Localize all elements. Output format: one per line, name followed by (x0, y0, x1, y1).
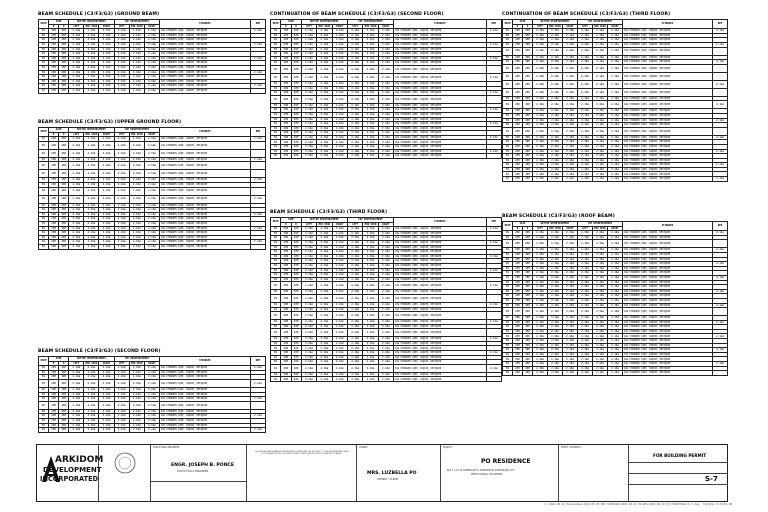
table-row: B1 200 400 2-16ø 2-16ø 2-16ø 2-16ø 2-16ø 2-16ø 10ø STIRRUPS 1@50, 10@100, REST@200 (271, 259, 502, 264)
table-row: B1 200 400 2-16ø 2-16ø 2-16ø 2-16ø 2-16ø 2-16ø 10ø STIRRUPS 1@50, 10@100, REST@200 (271, 61, 502, 66)
table-row: B1 200 400 2-16ø 2-16ø 2-16ø 2-16ø 2-16ø 2-16ø 10ø STIRRUPS 1@50, 10@100, REST@200 (39, 88, 266, 93)
table-row: B1 200 400 2-16ø 2-16ø 2-16ø 2-16ø 2-16ø 2-16ø 10ø STIRRUPS 1@50, 10@100, REST@200 (271, 145, 502, 150)
table-row: B1 200 400 2-16ø 2-16ø 2-16ø 2-16ø 2-16ø 2-16ø 10ø STIRRUPS 1@50, 10@100, REST@200 2-12ø (39, 56, 266, 61)
table-row: B1 200 400 2-16ø 2-16ø 2-16ø 2-16ø 2-16ø 2-16ø 10ø STIRRUPS 1@50, 10@100, REST@200 (503, 55, 728, 60)
table-row: B1 200 400 2-16ø 2-16ø 2-16ø 2-16ø 2-16ø 2-16ø 10ø STIRRUPS 1@50, 10@100, REST@200 2-12ø (39, 414, 266, 419)
engineer-name: ENGR. JOSEPH B. PONCE (171, 463, 235, 468)
table-row: B1 200 400 2-16ø 2-16ø 2-16ø 2-16ø 2-16ø 2-16ø 10ø STIRRUPS 1@50, 10@100, REST@200 (271, 52, 502, 57)
table-row: B1 200 400 2-16ø 2-16ø 2-16ø 2-16ø 2-16ø 2-16ø 10ø STIRRUPS 1@50, 10@100, REST@200 2-12ø (271, 73, 502, 81)
table-row: B1 200 400 2-16ø 2-16ø 2-16ø 2-16ø 2-16ø 2-16ø 10ø STIRRUPS 1@50, 10@100, REST@200 (271, 312, 502, 320)
table-row: B1 200 400 2-16ø 2-16ø 2-16ø 2-16ø 2-16ø 2-16ø 10ø STIRRUPS 1@50, 10@100, REST@200 (503, 240, 728, 248)
table-header-row: B D LEFT MID SPAN RIGHT LEFT MID SPAN RIGHT (271, 24, 502, 29)
section-title: BEAM SCHEDULE (C3/F3/G3) (UPPER GROUND FLOOR) (38, 120, 182, 125)
table-row: B1 200 400 2-16ø 2-16ø 2-16ø 2-16ø 2-16ø 2-16ø 10ø STIRRUPS 1@50, 10@100, REST@200 2-12ø (271, 42, 502, 47)
table-row: B1 200 400 2-16ø 2-16ø 2-16ø 2-16ø 2-16ø 2-16ø 10ø STIRRUPS 1@50, 10@100, REST@200 (271, 324, 502, 329)
table-row: B1 200 400 2-16ø 2-16ø 2-16ø 2-16ø 2-16ø 2-16ø 10ø STIRRUPS 1@50, 10@100, REST@200 (271, 236, 502, 241)
table-row: B1 200 400 2-16ø 2-16ø 2-16ø 2-16ø 2-16ø 2-16ø 10ø STIRRUPS 1@50, 10@100, REST@200 (271, 263, 502, 268)
table-row: B1 200 400 2-16ø 2-16ø 2-16ø 2-16ø 2-16ø 2-16ø 10ø STIRRUPS 1@50, 10@100, REST@200 (503, 316, 728, 321)
table-row: B1 200 400 2-16ø 2-16ø 2-16ø 2-16ø 2-16ø 2-16ø 10ø STIRRUPS 1@50, 10@100, REST@200 (271, 65, 502, 73)
table-row: B1 200 400 2-16ø 2-16ø 2-16ø 2-16ø 2-16ø 2-16ø 10ø STIRRUPS 1@50, 10@100, REST@200 (503, 357, 728, 362)
table-row: B1 200 400 2-16ø 2-16ø 2-16ø 2-16ø 2-16ø 2-16ø 10ø STIRRUPS 1@50, 10@100, REST@200 (271, 231, 502, 236)
table-row: B1 200 400 2-16ø 2-16ø 2-16ø 2-16ø 2-16ø 2-16ø 10ø STIRRUPS 1@50, 10@100, REST@200 (39, 375, 266, 380)
table-row: B1 200 400 2-16ø 2-16ø 2-16ø 2-16ø 2-16ø 2-16ø 10ø STIRRUPS 1@50, 10@100, REST@200 (39, 423, 266, 428)
table-row: B1 200 400 2-16ø 2-16ø 2-16ø 2-16ø 2-16ø 2-16ø 10ø STIRRUPS 1@50, 10@100, REST@200 2-12ø (271, 135, 502, 140)
table-row: B1 200 400 2-16ø 2-16ø 2-16ø 2-16ø 2-16ø 2-16ø 10ø STIRRUPS 1@50, 10@100, REST@200 (271, 346, 502, 351)
table-row: B1 200 400 2-16ø 2-16ø 2-16ø 2-16ø 2-16ø 2-16ø 10ø STIRRUPS 1@50, 10@100, REST@200 (503, 113, 728, 118)
section-title: CONTINUATION OF BEAM SCHEDULE (C3/F3/G3) (SECOND FLOOR) (270, 12, 444, 17)
table-header-row: B D LEFT MID SPAN RIGHT LEFT MID SPAN RIGHT (503, 24, 728, 29)
table-row: B1 200 400 2-16ø 2-16ø 2-16ø 2-16ø 2-16ø 2-16ø 10ø STIRRUPS 1@50, 10@100, REST@200 (503, 280, 728, 285)
file-path-footer: C:\2021\06_16_PoxeDevRes\2021\06-09_RES_STRPLANS\2021-06-16_PO-RES\2021-06-16_PO_STRUCTURAL\S-7.dwg, 7/4/2021 9:04:51 AM (544, 503, 732, 506)
project-label: PROJECT (443, 446, 453, 449)
table-row: B1 200 400 2-16ø 2-16ø 2-16ø 2-16ø 2-16ø 2-16ø 10ø STIRRUPS 1@50, 10@100, REST@200 (271, 245, 502, 250)
general-notes: THE DESIGNS AND DRAWINGS REPRESENTED HEREIN ARE THE PROPERTY OF THE ENGINEER AND SHALL NOT BE REPRODUCED OR USED FOR ANY OTHER PURPOSE WITHOUT WRITTEN CONSENT. (254, 451, 350, 456)
table-header-row: BEAM SIZE BOTTOM REINFORCEMENT TOP REINFORCEMENT STIRRUPS REM (39, 357, 266, 362)
table-header-row: B D LEFT MID SPAN RIGHT LEFT MID SPAN RIGHT (271, 222, 502, 227)
table-row: B1 200 400 2-16ø 2-16ø 2-16ø 2-16ø 2-16ø 2-16ø 10ø STIRRUPS 1@50, 10@100, REST@200 2-12ø (503, 118, 728, 123)
table-row: B1 200 400 2-16ø 2-16ø 2-16ø 2-16ø 2-16ø 2-16ø 10ø STIRRUPS 1@50, 10@100, REST@200 2-12ø (271, 364, 502, 372)
table-row: B1 200 400 2-16ø 2-16ø 2-16ø 2-16ø 2-16ø 2-16ø 10ø STIRRUPS 1@50, 10@100, REST@200 (39, 33, 266, 38)
table-row: B1 200 400 2-16ø 2-16ø 2-16ø 2-16ø 2-16ø 2-16ø 10ø STIRRUPS 1@50, 10@100, REST@200 2-12ø (503, 248, 728, 253)
table-row: B1 200 400 2-16ø 2-16ø 2-16ø 2-16ø 2-16ø 2-16ø 10ø STIRRUPS 1@50, 10@100, REST@200 (503, 64, 728, 72)
table-row: B1 200 400 2-16ø 2-16ø 2-16ø 2-16ø 2-16ø 2-16ø 10ø STIRRUPS 1@50, 10@100, REST@200 2-12ø (271, 268, 502, 273)
table-row: B1 200 400 2-16ø 2-16ø 2-16ø 2-16ø 2-16ø 2-16ø 10ø STIRRUPS 1@50, 10@100, REST@200 (503, 38, 728, 43)
table-row: B1 200 400 2-16ø 2-16ø 2-16ø 2-16ø 2-16ø 2-16ø 10ø STIRRUPS 1@50, 10@100, REST@200 2-12ø (271, 240, 502, 245)
project-address-1: BLK 7, LOT 16 AMBERGATE 4, PERMISSION, MUNTINLUPA CITY (447, 469, 515, 472)
table-header-row: BEAM SIZE BOTTOM REINFORCEMENT TOP REINFORCEMENT STIRRUPS REM (503, 222, 728, 227)
company-logo-cell (37, 445, 104, 501)
table-row: B1 200 400 2-16ø 2-16ø 2-16ø 2-16ø 2-16ø 2-16ø 10ø STIRRUPS 1@50, 10@100, REST@200 (271, 277, 502, 282)
table-row: B1 200 400 2-16ø 2-16ø 2-16ø 2-16ø 2-16ø 2-16ø 10ø STIRRUPS 1@50, 10@100, REST@200 2-12ø (271, 302, 502, 307)
table-row: B1 200 400 2-16ø 2-16ø 2-16ø 2-16ø 2-16ø 2-16ø 10ø STIRRUPS 1@50, 10@100, REST@200 (503, 285, 728, 290)
table-row: B1 200 400 2-16ø 2-16ø 2-16ø 2-16ø 2-16ø 2-16ø 10ø STIRRUPS 1@50, 10@100, REST@200 2-12ø (39, 137, 266, 142)
table-row: B1 200 400 2-16ø 2-16ø 2-16ø 2-16ø 2-16ø 2-16ø 10ø STIRRUPS 1@50, 10@100, REST@200 (271, 360, 502, 365)
table-row: B1 200 400 2-16ø 2-16ø 2-16ø 2-16ø 2-16ø 2-16ø 10ø STIRRUPS 1@50, 10@100, REST@200 (39, 221, 266, 226)
table-row: B1 200 400 2-16ø 2-16ø 2-16ø 2-16ø 2-16ø 2-16ø 10ø STIRRUPS 1@50, 10@100, REST@200 (39, 370, 266, 375)
table-row: B1 200 400 2-16ø 2-16ø 2-16ø 2-16ø 2-16ø 2-16ø 10ø STIRRUPS 1@50, 10@100, REST@200 2-12ø (39, 366, 266, 371)
table-row: B1 200 400 2-16ø 2-16ø 2-16ø 2-16ø 2-16ø 2-16ø 10ø STIRRUPS 1@50, 10@100, REST@200 2-12ø (39, 157, 266, 162)
owner-cell (357, 445, 441, 501)
beam-schedule-table (502, 19, 728, 182)
table-row: B1 200 400 2-16ø 2-16ø 2-16ø 2-16ø 2-16ø 2-16ø 10ø STIRRUPS 1@50, 10@100, REST@200 2-12ø (503, 348, 728, 353)
table-row: B1 200 400 2-16ø 2-16ø 2-16ø 2-16ø 2-16ø 2-16ø 10ø STIRRUPS 1@50, 10@100, REST@200 2-12ø (271, 254, 502, 259)
table-row: B1 200 400 2-16ø 2-16ø 2-16ø 2-16ø 2-16ø 2-16ø 10ø STIRRUPS 1@50, 10@100, REST@200 (271, 95, 502, 103)
table-row: B1 200 400 2-16ø 2-16ø 2-16ø 2-16ø 2-16ø 2-16ø 10ø STIRRUPS 1@50, 10@100, REST@200 (271, 33, 502, 38)
table-row: B1 200 400 2-16ø 2-16ø 2-16ø 2-16ø 2-16ø 2-16ø 10ø STIRRUPS 1@50, 10@100, REST@200 2-12ø (503, 334, 728, 339)
table-row: B1 200 400 2-16ø 2-16ø 2-16ø 2-16ø 2-16ø 2-16ø 10ø STIRRUPS 1@50, 10@100, REST@200 (271, 86, 502, 91)
table-row: B1 200 400 2-16ø 2-16ø 2-16ø 2-16ø 2-16ø 2-16ø 10ø STIRRUPS 1@50, 10@100, REST@200 (503, 339, 728, 344)
table-row: B1 200 400 2-16ø 2-16ø 2-16ø 2-16ø 2-16ø 2-16ø 10ø STIRRUPS 1@50, 10@100, REST@200 (271, 140, 502, 145)
table-row: B1 200 400 2-16ø 2-16ø 2-16ø 2-16ø 2-16ø 2-16ø 10ø STIRRUPS 1@50, 10@100, REST@200 (503, 325, 728, 330)
table-row: B1 200 400 2-16ø 2-16ø 2-16ø 2-16ø 2-16ø 2-16ø 10ø STIRRUPS 1@50, 10@100, REST@200 (39, 47, 266, 52)
project-cell (441, 445, 559, 501)
table-row: B1 200 400 2-16ø 2-16ø 2-16ø 2-16ø 2-16ø 2-16ø 10ø STIRRUPS 1@50, 10@100, REST@200 2-12ø (503, 80, 728, 88)
table-row: B1 200 400 2-16ø 2-16ø 2-16ø 2-16ø 2-16ø 2-16ø 10ø STIRRUPS 1@50, 10@100, REST@200 2-12ø (271, 108, 502, 113)
company-name-line1: ARKIDOM (55, 455, 104, 465)
table-row: B1 200 400 2-16ø 2-16ø 2-16ø 2-16ø 2-16ø 2-16ø 10ø STIRRUPS 1@50, 10@100, REST@200 (39, 61, 266, 66)
table-row: B1 200 400 2-16ø 2-16ø 2-16ø 2-16ø 2-16ø 2-16ø 10ø STIRRUPS 1@50, 10@100, REST@200 2-12ø (39, 379, 266, 387)
table-row: B1 200 400 2-16ø 2-16ø 2-16ø 2-16ø 2-16ø 2-16ø 10ø STIRRUPS 1@50, 10@100, REST@200 (503, 266, 728, 271)
table-row: B1 200 400 2-16ø 2-16ø 2-16ø 2-16ø 2-16ø 2-16ø 10ø STIRRUPS 1@50, 10@100, REST@200 (503, 144, 728, 149)
table-row: B1 200 400 2-16ø 2-16ø 2-16ø 2-16ø 2-16ø 2-16ø 10ø STIRRUPS 1@50, 10@100, REST@200 (503, 158, 728, 163)
table-row: B1 200 400 2-16ø 2-16ø 2-16ø 2-16ø 2-16ø 2-16ø 10ø STIRRUPS 1@50, 10@100, REST@200 2-12ø (503, 362, 728, 367)
table-row: B1 200 400 2-16ø 2-16ø 2-16ø 2-16ø 2-16ø 2-16ø 10ø STIRRUPS 1@50, 10@100, REST@200 (39, 217, 266, 222)
table-row: B1 200 400 2-16ø 2-16ø 2-16ø 2-16ø 2-16ø 2-16ø 10ø STIRRUPS 1@50, 10@100, REST@200 2-12ø (503, 303, 728, 308)
beam-schedule-table (38, 19, 266, 94)
table-row: B1 200 400 2-16ø 2-16ø 2-16ø 2-16ø 2-16ø 2-16ø 10ø STIRRUPS 1@50, 10@100, REST@200 (39, 38, 266, 43)
beam-schedule-table (38, 127, 266, 250)
table-row: B1 200 400 2-16ø 2-16ø 2-16ø 2-16ø 2-16ø 2-16ø 10ø STIRRUPS 1@50, 10@100, REST@200 (39, 187, 266, 195)
section-title: BEAM SCHEDULE (C3/F3/G3) (ROOF BEAM) (502, 214, 615, 219)
company-name-line3: INCORPORATED (40, 475, 99, 483)
seal-cell (99, 445, 151, 501)
sheet-number: S-7 (705, 475, 718, 483)
table-row: B1 200 400 2-16ø 2-16ø 2-16ø 2-16ø 2-16ø 2-16ø 10ø STIRRUPS 1@50, 10@100, REST@200 2-12ø (503, 163, 728, 168)
table-row: B1 200 400 2-16ø 2-16ø 2-16ø 2-16ø 2-16ø 2-16ø 10ø STIRRUPS 1@50, 10@100, REST@200 2-12ø (271, 122, 502, 127)
seal-icon (113, 451, 137, 475)
table-row: B1 200 400 2-16ø 2-16ø 2-16ø 2-16ø 2-16ø 2-16ø 10ø STIRRUPS 1@50, 10@100, REST@200 (271, 47, 502, 52)
table-row: B1 200 400 2-16ø 2-16ø 2-16ø 2-16ø 2-16ø 2-16ø 10ø STIRRUPS 1@50, 10@100, REST@200 (271, 290, 502, 295)
table-row: B1 200 400 2-16ø 2-16ø 2-16ø 2-16ø 2-16ø 2-16ø 10ø STIRRUPS 1@50, 10@100, REST@200 2-12ø (271, 282, 502, 290)
table-row: B1 200 400 2-16ø 2-16ø 2-16ø 2-16ø 2-16ø 2-16ø 10ø STIRRUPS 1@50, 10@100, REST@200 (271, 117, 502, 122)
table-row: B1 200 400 2-16ø 2-16ø 2-16ø 2-16ø 2-16ø 2-16ø 10ø STIRRUPS 1@50, 10@100, REST@200 (271, 126, 502, 131)
table-row: B1 200 400 2-16ø 2-16ø 2-16ø 2-16ø 2-16ø 2-16ø 10ø STIRRUPS 1@50, 10@100, REST@200 (39, 79, 266, 84)
table-row: B1 200 400 2-16ø 2-16ø 2-16ø 2-16ø 2-16ø 2-16ø 10ø STIRRUPS 1@50, 10@100, REST@200 2-12ø (503, 289, 728, 294)
title-block (36, 444, 728, 502)
table-row: B1 200 400 2-16ø 2-16ø 2-16ø 2-16ø 2-16ø 2-16ø 10ø STIRRUPS 1@50, 10@100, REST@200 2-12ø (503, 42, 728, 47)
table-header-row: B D LEFT MID SPAN RIGHT LEFT MID SPAN RIGHT (39, 132, 266, 137)
table-row: B1 200 400 2-16ø 2-16ø 2-16ø 2-16ø 2-16ø 2-16ø 10ø STIRRUPS 1@50, 10@100, REST@200 2-12ø (39, 397, 266, 402)
table-row: B1 200 400 2-16ø 2-16ø 2-16ø 2-16ø 2-16ø 2-16ø 10ø STIRRUPS 1@50, 10@100, REST@200 (503, 47, 728, 55)
table-row: B1 200 400 2-16ø 2-16ø 2-16ø 2-16ø 2-16ø 2-16ø 10ø STIRRUPS 1@50, 10@100, REST@200 (39, 387, 266, 392)
table-row: B1 200 400 2-16ø 2-16ø 2-16ø 2-16ø 2-16ø 2-16ø 10ø STIRRUPS 1@50, 10@100, REST@200 (503, 172, 728, 177)
table-row: B1 200 400 2-16ø 2-16ø 2-16ø 2-16ø 2-16ø 2-16ø 10ø STIRRUPS 1@50, 10@100, REST@200 2-12ø (39, 178, 266, 183)
table-row: B1 200 400 2-16ø 2-16ø 2-16ø 2-16ø 2-16ø 2-16ø 10ø STIRRUPS 1@50, 10@100, REST@200 (503, 371, 728, 376)
table-row: B1 200 400 2-16ø 2-16ø 2-16ø 2-16ø 2-16ø 2-16ø 10ø STIRRUPS 1@50, 10@100, REST@200 (39, 182, 266, 187)
table-row: B1 200 400 2-16ø 2-16ø 2-16ø 2-16ø 2-16ø 2-16ø 10ø STIRRUPS 1@50, 10@100, REST@200 (39, 149, 266, 157)
beam-schedule-table (270, 217, 502, 382)
section-title: BEAM SCHEDULE (C3/F3/G3) (THIRD FLOOR) (270, 210, 388, 215)
table-row: B1 200 400 2-16ø 2-16ø 2-16ø 2-16ø 2-16ø 2-16ø 10ø STIRRUPS 1@50, 10@100, REST@200 (503, 257, 728, 262)
table-row: B1 200 400 2-16ø 2-16ø 2-16ø 2-16ø 2-16ø 2-16ø 10ø STIRRUPS 1@50, 10@100, REST@200 (39, 418, 266, 423)
owner-sub: OWNER / CLIENT (377, 478, 399, 481)
table-row: B1 200 400 2-16ø 2-16ø 2-16ø 2-16ø 2-16ø 2-16ø 10ø STIRRUPS 1@50, 10@100, REST@200 (271, 355, 502, 360)
table-row: B1 200 400 2-16ø 2-16ø 2-16ø 2-16ø 2-16ø 2-16ø 10ø STIRRUPS 1@50, 10@100, REST@200 (503, 127, 728, 135)
table-row: B1 200 400 2-16ø 2-16ø 2-16ø 2-16ø 2-16ø 2-16ø 10ø STIRRUPS 1@50, 10@100, REST@200 (503, 298, 728, 303)
table-row: B1 200 400 2-16ø 2-16ø 2-16ø 2-16ø 2-16ø 2-16ø 10ø STIRRUPS 1@50, 10@100, REST@200 (39, 392, 266, 397)
table-row: B1 200 400 2-16ø 2-16ø 2-16ø 2-16ø 2-16ø 2-16ø 10ø STIRRUPS 1@50, 10@100, REST@200 2-12ø (39, 428, 266, 433)
table-row: B1 200 400 2-16ø 2-16ø 2-16ø 2-16ø 2-16ø 2-16ø 10ø STIRRUPS 1@50, 10@100, REST@200 (271, 38, 502, 43)
table-row: B1 200 400 2-16ø 2-16ø 2-16ø 2-16ø 2-16ø 2-16ø 10ø STIRRUPS 1@50, 10@100, REST@200 (503, 308, 728, 316)
table-row: B1 200 400 2-16ø 2-16ø 2-16ø 2-16ø 2-16ø 2-16ø 10ø STIRRUPS 1@50, 10@100, REST@200 (503, 352, 728, 357)
table-row: B1 200 400 2-16ø 2-16ø 2-16ø 2-16ø 2-16ø 2-16ø 10ø STIRRUPS 1@50, 10@100, REST@200 (271, 294, 502, 302)
table-row: B1 200 400 2-16ø 2-16ø 2-16ø 2-16ø 2-16ø 2-16ø 10ø STIRRUPS 1@50, 10@100, REST@200 (39, 401, 266, 409)
table-header-row: B D LEFT MID SPAN RIGHT LEFT MID SPAN RIGHT (39, 361, 266, 366)
table-row: B1 200 400 2-16ø 2-16ø 2-16ø 2-16ø 2-16ø 2-16ø 10ø STIRRUPS 1@50, 10@100, REST@200 (39, 75, 266, 80)
table-row: B1 200 400 2-16ø 2-16ø 2-16ø 2-16ø 2-16ø 2-16ø 10ø STIRRUPS 1@50, 10@100, REST@200 (39, 231, 266, 236)
table-row: B1 200 400 2-16ø 2-16ø 2-16ø 2-16ø 2-16ø 2-16ø 10ø STIRRUPS 1@50, 10@100, REST@200 (39, 235, 266, 240)
section-title: BEAM SCHEDULE (C3/F3/G3) (GROUND BEAM) (38, 12, 160, 17)
table-row: B1 200 400 2-16ø 2-16ø 2-16ø 2-16ø 2-16ø 2-16ø 10ø STIRRUPS 1@50, 10@100, REST@200 (503, 252, 728, 257)
table-row: B1 200 400 2-16ø 2-16ø 2-16ø 2-16ø 2-16ø 2-16ø 10ø STIRRUPS 1@50, 10@100, REST@200 (503, 88, 728, 96)
notes-cell (247, 445, 357, 501)
table-row: B1 200 400 2-16ø 2-16ø 2-16ø 2-16ø 2-16ø 2-16ø 10ø STIRRUPS 1@50, 10@100, REST@200 (503, 343, 728, 348)
table-header-row: BEAM SIZE BOTTOM REINFORCEMENT TOP REINFORCEMENT STIRRUPS REM (39, 20, 266, 25)
permit-text: FOR BUILDING PERMIT (653, 453, 707, 458)
table-row: B1 200 400 2-16ø 2-16ø 2-16ø 2-16ø 2-16ø 2-16ø 10ø STIRRUPS 1@50, 10@100, REST@200 (271, 307, 502, 312)
engineer-sub: STRUCTURAL ENGINEER (177, 470, 209, 473)
table-row: B1 200 400 2-16ø 2-16ø 2-16ø 2-16ø 2-16ø 2-16ø 10ø STIRRUPS 1@50, 10@100, REST@200 (39, 52, 266, 57)
table-row: B1 200 400 2-16ø 2-16ø 2-16ø 2-16ø 2-16ø 2-16ø 10ø STIRRUPS 1@50, 10@100, REST@200 2-12ø (39, 29, 266, 34)
sheet-contents-cell (559, 445, 629, 501)
company-name-line2: DEVELOPMENT (43, 466, 102, 474)
table-row: B1 200 400 2-16ø 2-16ø 2-16ø 2-16ø 2-16ø 2-16ø 10ø STIRRUPS 1@50, 10@100, REST@200 (271, 81, 502, 86)
table-row: B1 200 400 2-16ø 2-16ø 2-16ø 2-16ø 2-16ø 2-16ø 10ø STIRRUPS 1@50, 10@100, REST@200 (39, 162, 266, 170)
beam-schedule-table (38, 356, 266, 433)
table-row: B1 200 400 2-16ø 2-16ø 2-16ø 2-16ø 2-16ø 2-16ø 10ø STIRRUPS 1@50, 10@100, REST@200 2-12ø (503, 275, 728, 280)
table-header-row: BEAM SIZE BOTTOM REINFORCEMENT TOP REINFORCEMENT STIRRUPS REM (39, 128, 266, 133)
table-row: B1 200 400 2-16ø 2-16ø 2-16ø 2-16ø 2-16ø 2-16ø 10ø STIRRUPS 1@50, 10@100, REST@200 2-12ø (39, 70, 266, 75)
table-row: B1 200 400 2-16ø 2-16ø 2-16ø 2-16ø 2-16ø 2-16ø 10ø STIRRUPS 1@50, 10@100, REST@200 (39, 409, 266, 414)
table-row: B1 200 400 2-16ø 2-16ø 2-16ø 2-16ø 2-16ø 2-16ø 10ø STIRRUPS 1@50, 10@100, REST@200 (39, 65, 266, 70)
permit-cell (629, 445, 727, 501)
section-title: BEAM SCHEDULE (C3/F3/G3) (SECOND FLOOR) (38, 349, 161, 354)
table-row: B1 200 400 2-16ø 2-16ø 2-16ø 2-16ø 2-16ø 2-16ø 10ø STIRRUPS 1@50, 10@100, REST@200 (39, 203, 266, 208)
table-row: B1 200 400 2-16ø 2-16ø 2-16ø 2-16ø 2-16ø 2-16ø 10ø STIRRUPS 1@50, 10@100, REST@200 2-12ø (39, 240, 266, 245)
engineer-cell (151, 445, 247, 501)
table-row: B1 200 400 2-16ø 2-16ø 2-16ø 2-16ø 2-16ø 2-16ø 10ø STIRRUPS 1@50, 10@100, REST@200 (503, 140, 728, 145)
table-header-row: B D LEFT MID SPAN RIGHT LEFT MID SPAN RIGHT (39, 24, 266, 29)
table-row: B1 200 400 2-16ø 2-16ø 2-16ø 2-16ø 2-16ø 2-16ø 10ø STIRRUPS 1@50, 10@100, REST@200 2-12ø (271, 351, 502, 356)
table-row: B1 200 400 2-16ø 2-16ø 2-16ø 2-16ø 2-16ø 2-16ø 10ø STIRRUPS 1@50, 10@100, REST@200 2-12ø (39, 84, 266, 89)
table-row: B1 200 400 2-16ø 2-16ø 2-16ø 2-16ø 2-16ø 2-16ø 10ø STIRRUPS 1@50, 10@100, REST@200 (271, 131, 502, 136)
table-row: B1 200 400 2-16ø 2-16ø 2-16ø 2-16ø 2-16ø 2-16ø 10ø STIRRUPS 1@50, 10@100, REST@200 2-12ø (271, 91, 502, 96)
table-row: B1 200 400 2-16ø 2-16ø 2-16ø 2-16ø 2-16ø 2-16ø 10ø STIRRUPS 1@50, 10@100, REST@200 2-12ø (503, 320, 728, 325)
table-row: B1 200 400 2-16ø 2-16ø 2-16ø 2-16ø 2-16ø 2-16ø 10ø STIRRUPS 1@50, 10@100, REST@200 (271, 341, 502, 346)
beam-schedule-table (270, 19, 502, 159)
table-row: B1 200 400 2-16ø 2-16ø 2-16ø 2-16ø 2-16ø 2-16ø 10ø STIRRUPS 1@50, 10@100, REST@200 2-12ø (503, 177, 728, 182)
table-row: B1 200 400 2-16ø 2-16ø 2-16ø 2-16ø 2-16ø 2-16ø 10ø STIRRUPS 1@50, 10@100, REST@200 2-12ø (39, 212, 266, 217)
table-row: B1 200 400 2-16ø 2-16ø 2-16ø 2-16ø 2-16ø 2-16ø 10ø STIRRUPS 1@50, 10@100, REST@200 (271, 154, 502, 159)
table-row: B1 200 400 2-16ø 2-16ø 2-16ø 2-16ø 2-16ø 2-16ø 10ø STIRRUPS 1@50, 10@100, REST@200 2-12ø (39, 42, 266, 47)
table-row: B1 200 400 2-16ø 2-16ø 2-16ø 2-16ø 2-16ø 2-16ø 10ø STIRRUPS 1@50, 10@100, REST@200 2-12ø (503, 60, 728, 65)
table-row: B1 200 400 2-16ø 2-16ø 2-16ø 2-16ø 2-16ø 2-16ø 10ø STIRRUPS 1@50, 10@100, REST@200 (503, 167, 728, 172)
table-row: B1 200 400 2-16ø 2-16ø 2-16ø 2-16ø 2-16ø 2-16ø 10ø STIRRUPS 1@50, 10@100, REST@200 (503, 235, 728, 240)
table-row: B1 200 400 2-16ø 2-16ø 2-16ø 2-16ø 2-16ø 2-16ø 10ø STIRRUPS 1@50, 10@100, REST@200 2-12ø (271, 320, 502, 325)
table-row: B1 200 400 2-16ø 2-16ø 2-16ø 2-16ø 2-16ø 2-16ø 10ø STIRRUPS 1@50, 10@100, REST@200 (503, 72, 728, 80)
table-header-row: B D LEFT MID SPAN RIGHT LEFT MID SPAN RIGHT (503, 226, 728, 231)
table-row: B1 200 400 2-16ø 2-16ø 2-16ø 2-16ø 2-16ø 2-16ø 10ø STIRRUPS 1@50, 10@100, REST@200 2-12ø (503, 149, 728, 154)
table-header-row: BEAM SIZE BOTTOM REINFORCEMENT TOP REINFORCEMENT STIRRUPS REM (503, 20, 728, 25)
table-row: B1 200 400 2-16ø 2-16ø 2-16ø 2-16ø 2-16ø 2-16ø 10ø STIRRUPS 1@50, 10@100, REST@200 (271, 372, 502, 377)
table-row: B1 200 400 2-16ø 2-16ø 2-16ø 2-16ø 2-16ø 2-16ø 10ø STIRRUPS 1@50, 10@100, REST@200 (503, 294, 728, 299)
table-row: B1 200 400 2-16ø 2-16ø 2-16ø 2-16ø 2-16ø 2-16ø 10ø STIRRUPS 1@50, 10@100, REST@200 (503, 109, 728, 114)
table-row: B1 200 400 2-16ø 2-16ø 2-16ø 2-16ø 2-16ø 2-16ø 10ø STIRRUPS 1@50, 10@100, REST@200 2-12ø (271, 149, 502, 154)
table-row: B1 200 400 2-16ø 2-16ø 2-16ø 2-16ø 2-16ø 2-16ø 10ø STIRRUPS 1@50, 10@100, REST@200 (503, 271, 728, 276)
table-row: B1 200 400 2-16ø 2-16ø 2-16ø 2-16ø 2-16ø 2-16ø 10ø STIRRUPS 1@50, 10@100, REST@200 2-12ø (39, 195, 266, 203)
table-row: B1 200 400 2-16ø 2-16ø 2-16ø 2-16ø 2-16ø 2-16ø 10ø STIRRUPS 1@50, 10@100, REST@200 (271, 112, 502, 117)
table-row: B1 200 400 2-16ø 2-16ø 2-16ø 2-16ø 2-16ø 2-16ø 10ø STIRRUPS 1@50, 10@100, REST@200 2-12ø (271, 29, 502, 34)
table-row: B1 200 400 2-16ø 2-16ø 2-16ø 2-16ø 2-16ø 2-16ø 10ø STIRRUPS 1@50, 10@100, REST@200 2-12ø (271, 56, 502, 61)
table-row: B1 200 400 2-16ø 2-16ø 2-16ø 2-16ø 2-16ø 2-16ø 10ø STIRRUPS 1@50, 10@100, REST@200 (271, 377, 502, 382)
table-row: B1 200 400 2-16ø 2-16ø 2-16ø 2-16ø 2-16ø 2-16ø 10ø STIRRUPS 1@50, 10@100, REST@200 2-12ø (271, 227, 502, 232)
sheet-contents-label: SHEET CONTENTS (561, 446, 581, 449)
table-row: B1 200 400 2-16ø 2-16ø 2-16ø 2-16ø 2-16ø 2-16ø 10ø STIRRUPS 1@50, 10@100, REST@200 2-12ø (503, 231, 728, 236)
table-row: B1 200 400 2-16ø 2-16ø 2-16ø 2-16ø 2-16ø 2-16ø 10ø STIRRUPS 1@50, 10@100, REST@200 (503, 33, 728, 38)
table-row: B1 200 400 2-16ø 2-16ø 2-16ø 2-16ø 2-16ø 2-16ø 10ø STIRRUPS 1@50, 10@100, REST@200 (271, 103, 502, 108)
table-row: B1 200 400 2-16ø 2-16ø 2-16ø 2-16ø 2-16ø 2-16ø 10ø STIRRUPS 1@50, 10@100, REST@200 (503, 123, 728, 128)
table-row: B1 200 400 2-16ø 2-16ø 2-16ø 2-16ø 2-16ø 2-16ø 10ø STIRRUPS 1@50, 10@100, REST@200 (271, 250, 502, 255)
table-row: B1 200 400 2-16ø 2-16ø 2-16ø 2-16ø 2-16ø 2-16ø 10ø STIRRUPS 1@50, 10@100, REST@200 2-12ø (271, 337, 502, 342)
table-row: B1 200 400 2-16ø 2-16ø 2-16ø 2-16ø 2-16ø 2-16ø 10ø STIRRUPS 1@50, 10@100, REST@200 (39, 244, 266, 249)
section-title: CONTINUATION OF BEAM SCHEDULE (C3/F3/G3) (THIRD FLOOR) (502, 12, 671, 17)
table-row: B1 200 400 2-16ø 2-16ø 2-16ø 2-16ø 2-16ø 2-16ø 10ø STIRRUPS 1@50, 10@100, REST@200 (503, 366, 728, 371)
table-row: B1 200 400 2-16ø 2-16ø 2-16ø 2-16ø 2-16ø 2-16ø 10ø STIRRUPS 1@50, 10@100, REST@200 (271, 329, 502, 337)
table-row: B1 200 400 2-16ø 2-16ø 2-16ø 2-16ø 2-16ø 2-16ø 10ø STIRRUPS 1@50, 10@100, REST@200 (39, 170, 266, 178)
table-header-row: BEAM SIZE BOTTOM REINFORCEMENT TOP REINFORCEMENT STIRRUPS REM (271, 20, 502, 25)
table-row: B1 200 400 2-16ø 2-16ø 2-16ø 2-16ø 2-16ø 2-16ø 10ø STIRRUPS 1@50, 10@100, REST@200 (503, 329, 728, 334)
table-row: B1 200 400 2-16ø 2-16ø 2-16ø 2-16ø 2-16ø 2-16ø 10ø STIRRUPS 1@50, 10@100, REST@200 2-12ø (39, 226, 266, 231)
table-row: B1 200 400 2-16ø 2-16ø 2-16ø 2-16ø 2-16ø 2-16ø 10ø STIRRUPS 1@50, 10@100, REST@200 (503, 154, 728, 159)
table-header-row: BEAM SIZE BOTTOM REINFORCEMENT TOP REINFORCEMENT STIRRUPS REM (271, 218, 502, 223)
table-row: B1 200 400 2-16ø 2-16ø 2-16ø 2-16ø 2-16ø 2-16ø 10ø STIRRUPS 1@50, 10@100, REST@200 (39, 141, 266, 149)
owner-name: MRS. LUZBELLA PO (367, 471, 417, 476)
table-row: B1 200 400 2-16ø 2-16ø 2-16ø 2-16ø 2-16ø 2-16ø 10ø STIRRUPS 1@50, 10@100, REST@200 2-12ø (503, 262, 728, 267)
table-row: B1 200 400 2-16ø 2-16ø 2-16ø 2-16ø 2-16ø 2-16ø 10ø STIRRUPS 1@50, 10@100, REST@200 (503, 96, 728, 101)
beam-schedule-table (502, 221, 728, 376)
table-row: B1 200 400 2-16ø 2-16ø 2-16ø 2-16ø 2-16ø 2-16ø 10ø STIRRUPS 1@50, 10@100, REST@200 (271, 273, 502, 278)
table-row: B1 200 400 2-16ø 2-16ø 2-16ø 2-16ø 2-16ø 2-16ø 10ø STIRRUPS 1@50, 10@100, REST@200 (39, 208, 266, 213)
project-address-2: METRO MANILA, PHILIPPINES (471, 473, 503, 476)
table-row: B1 200 400 2-16ø 2-16ø 2-16ø 2-16ø 2-16ø 2-16ø 10ø STIRRUPS 1@50, 10@100, REST@200 2-12ø (503, 29, 728, 34)
table-row: B1 200 400 2-16ø 2-16ø 2-16ø 2-16ø 2-16ø 2-16ø 10ø STIRRUPS 1@50, 10@100, REST@200 2-12ø (503, 101, 728, 109)
engineer-label: STRUCTURAL ENGINEER (153, 446, 180, 449)
table-row: B1 200 400 2-16ø 2-16ø 2-16ø 2-16ø 2-16ø 2-16ø 10ø STIRRUPS 1@50, 10@100, REST@200 2-12ø (503, 135, 728, 140)
owner-label: OWNER (359, 446, 368, 449)
project-name: PO RESIDENCE (481, 458, 531, 465)
